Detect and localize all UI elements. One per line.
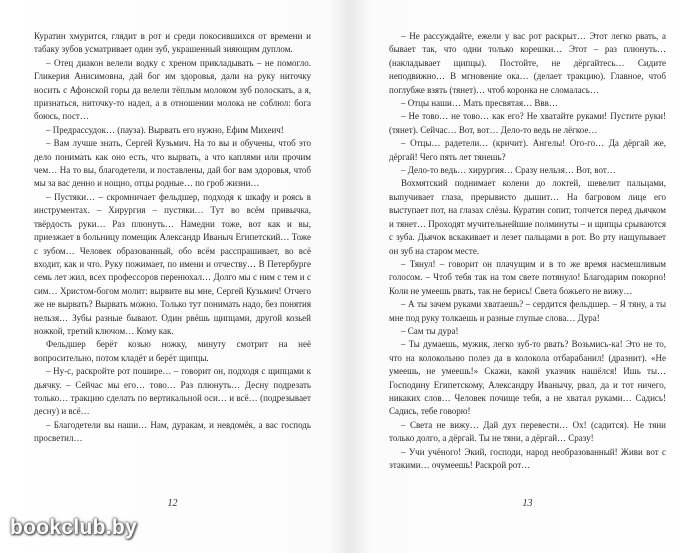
right-paragraph: – Ты думаешь, мужик, легко зуб-то рвать? Возьмись-ка! Это не то, что на колокольню полез да в колокола отбарабанил! (дразнит). «Не умеешь, не умеешь!» Скажи, какой указчик нашёлся! Ишь ты… Господину Египетскому, Александру Иванычу, рвал, да и тот ничего, никаких слов… Человек почище тебя, а не хватал руками… Садись! Садись, тебе говорю! — [389, 339, 666, 417]
left-paragraph: – Вам лучше знать, Сергей Кузьмич. На то вы и обучены, чтоб это дело понимать как оно есть, что вырвать, а что каплями или прочим чем… На то вы, благодетели, и поставлены, дай бог вам здоровья, чтоб мы за вас денно и нощно, отцы родные… по гроб жизни… — [34, 138, 311, 189]
right-paragraph: – Отцы… радетели… (кричит). Ангелы! Ого-го… Да дёргай же, дёргай! Чего пять лет тянешь? — [389, 138, 666, 162]
right-paragraph: – Дело-то ведь… хирургия… Сразу нельзя… Вот, вот… — [401, 165, 616, 176]
right-paragraph: Вохмятский поднимает колени до локтей, шевелит пальцами, выпучивает глаза, прерывисто дышит… На багровом лице его выступает пот, на глазах слёзы. Куратин сопит, топчется перед дьячком и тянет… Проходят мучительнейшие полминуты – и щипцы срываются с зуба. Дьячок вскакивает и лезет пальцами в рот. Во рту нащупывает он зуб на старом месте. — [389, 178, 666, 256]
right-page-number: 13 — [522, 498, 533, 509]
right-paragraph: – Сам ты дура! — [401, 325, 459, 336]
right-paragraph: – Не рассуждайте, ежели у вас рот раскрыт… Этот легко рвать, а бывает так, что одни только корешки… Этот – раз плюнуть… (накладывает щипцы). Постойте, не дёргайтесь… Сидите неподвижно… В мгновение ока… (делает тракцию). Главное, чтоб поглубже взять (тянет)… чтоб коронка не сломалась… — [389, 31, 666, 95]
left-paragraph: – Отец диакон велели водку с хреном прикладывать – не помогло. Гликерия Анисимовна, дай бог им здоровья, дали на руку ниточку носить с Афонской горы да велели тёплым молоком зуб полоскать, а я, признаться, ниточку-то надел, а в отношении молока не соблюл: бога боюсь, пост… — [34, 57, 311, 122]
left-paragraph: – Ну-с, раскройте рот пошире… – говорит он, подходя с щипцами к дьячку. – Сейчас мы его… тово… Раз плюнуть… Десну подрезать только… тракцию сделать по вертикальной оси… и всё… (подрезывает десну) и всё… — [34, 366, 311, 417]
left-paragraph: Куратин хмурится, глядит в рот и среди покосившихся от времени и табаку зубов усматривает один зуб, украшенный зияющим дуплом. — [34, 31, 311, 55]
left-paragraph: Фельдшер берёт козью ножку, минуту смотрит на неё вопросительно, потом кладёт и берёт щипцы. — [34, 339, 311, 363]
right-paragraph: – Света не вижу… Дай дух перевести… Ох! (садится). Не тяни только долго, а дёргай. Ты не тяни, а дёргай… Сразу! — [389, 419, 666, 444]
left-paragraph: – Предрассудок… (пауза). Вырвать его нужно, Ефим Михеич! — [46, 124, 284, 135]
right-paragraph: – Учи учёного! Экий, господи, народ необразованный! Живи вот с этакими… очумеешь! Раскрой рот… — [389, 446, 666, 470]
left-page-number: 12 — [167, 498, 178, 509]
left-paragraph: – Благодетели вы наши… Нам, дуракам, и невдомёк, а вас господь просветил… — [34, 419, 311, 444]
right-paragraph: – Тянул! – говорит он плачущим и в то же время насмешливым голосом. – Чтоб тебя так на том свете потянуло! Благодарим покорно! Коли не умеешь рвать, так не берись! Света божьего не вижу… — [389, 258, 666, 296]
right-paragraph: – Отцы наши… Мать пресвятая… Ввв… — [401, 98, 558, 109]
left-page-text — [34, 30, 311, 446]
left-paragraph: – Пустяки… – скромничает фельдшер, подходя к шкафу и роясь в инструментах. – Хирургия – пустяки… Тут во всём привычка, твёрдость руки… Раз плюнуть… Намедни тоже, вот как и вы, приезжает в больницу помещик Александр Иваныч Египетский… Тоже с зубом… Человек образованный, обо всём расспрашивает, во всё входит, как и что. Руку пожимает, по имени и отчеству… В Петербурге семь лет жил, всех профессоров перенюхал… Долго мы с ним с тем и с сим… Христом-богом молит: вырвите вы мне, Сергей Кузьмич! Отчего же не вырвать? Вырвать можно. Только тут понимать надо, без понятия нельзя… Зубы разные бывают. Один рвёшь щипцами, другой козьей ножкой, третий ключом… Кому как. — [34, 191, 311, 336]
site-watermark: bookclub.by — [10, 516, 137, 539]
right-page-text — [389, 30, 666, 472]
right-paragraph: – А ты зачем руками хватаешь? – сердится фельдшер. – Я тяну, а ты мне под руку толкаешь и разные глупые слова… Дура! — [389, 299, 666, 323]
right-paragraph: – Не тово… не тово… как его? Не хватайте руками! Пустите руки! (тянет). Сейчас… Вот, вот… Дело-то ведь не лёгкое… — [389, 111, 666, 135]
